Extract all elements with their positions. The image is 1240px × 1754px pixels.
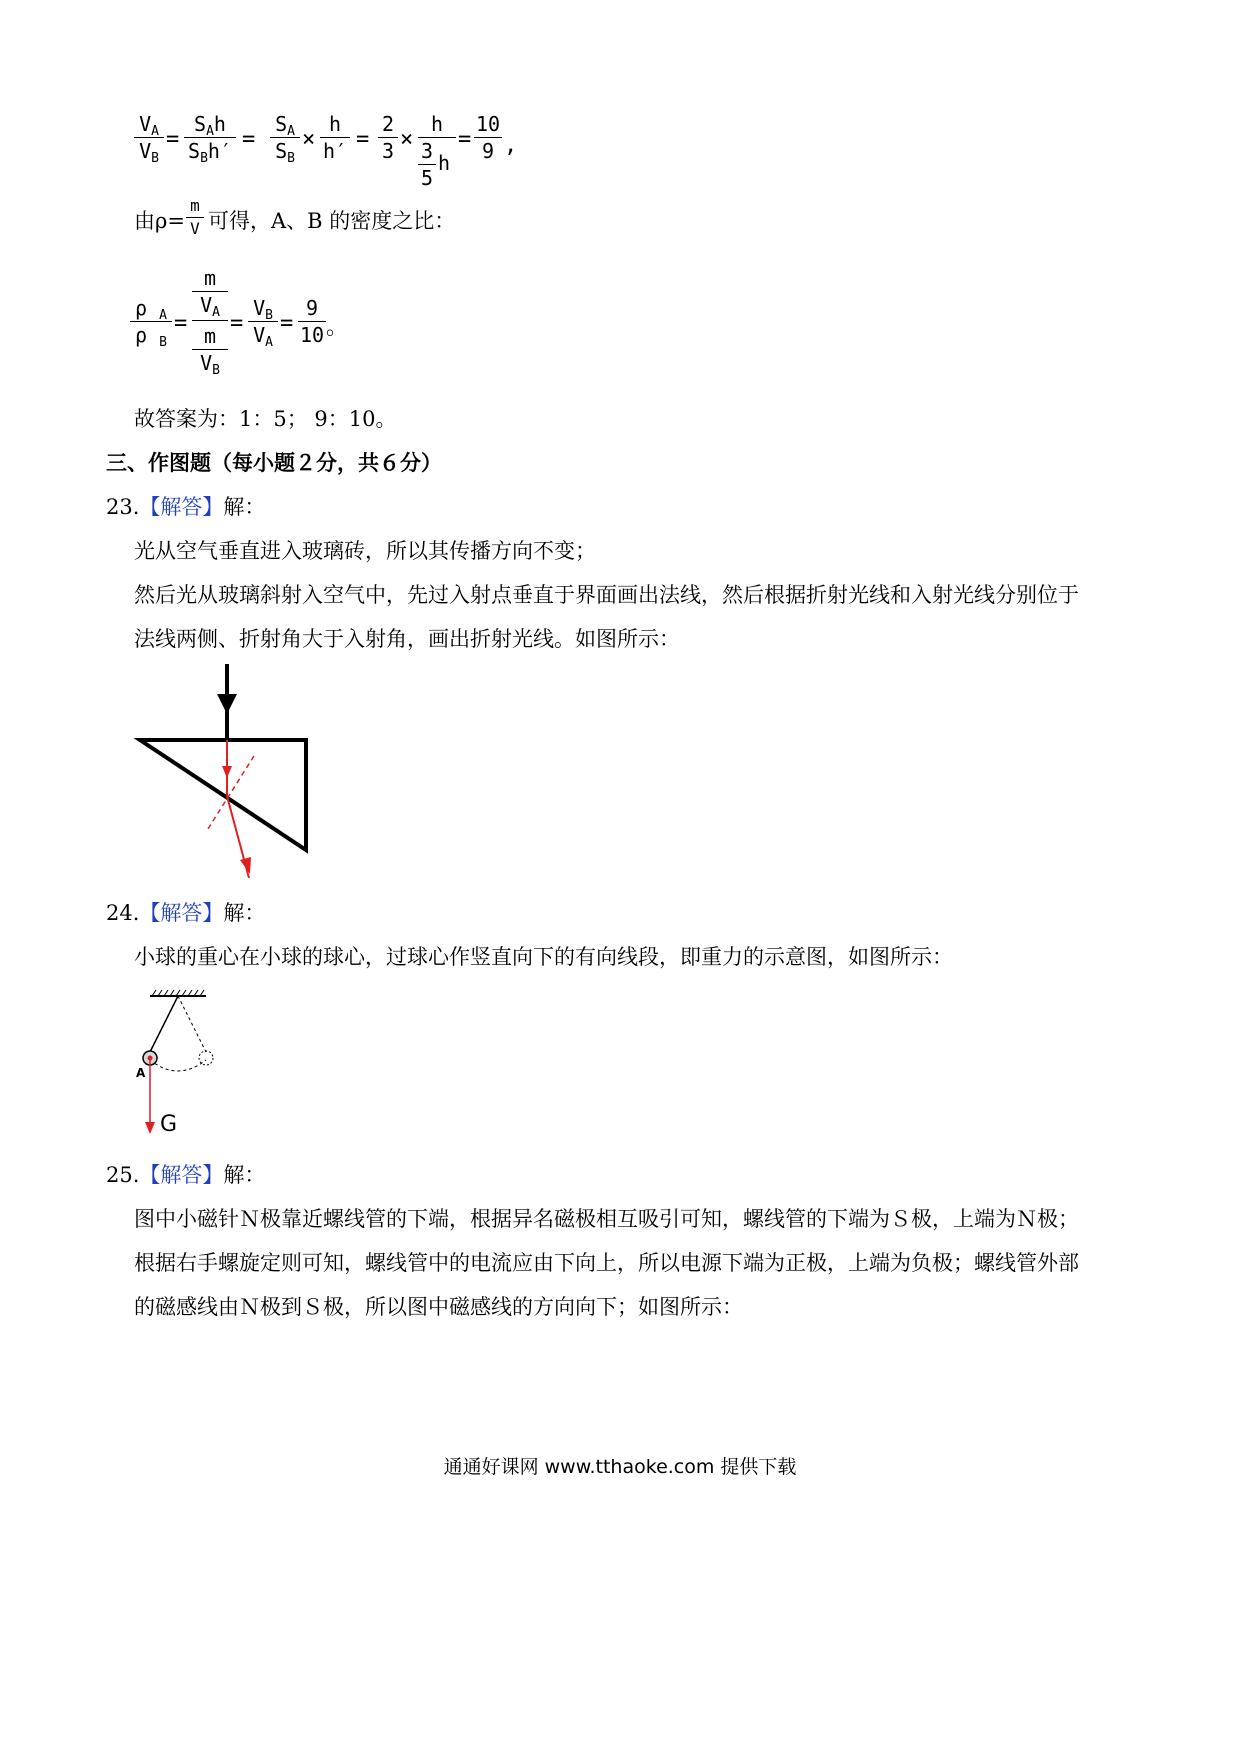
eq-text: ρ (135, 296, 148, 320)
eq-text: V (253, 323, 266, 347)
equals-sign: = (230, 311, 244, 336)
q24-header (106, 898, 265, 928)
eq-text: V (190, 219, 200, 238)
eq-text: 9 (481, 139, 495, 163)
density-prefix: 由ρ= (134, 209, 185, 233)
fraction-h-hprime (320, 112, 350, 163)
eq-text: 3 (420, 139, 434, 163)
pendulum-string (150, 996, 178, 1052)
equals-sign: = (174, 311, 188, 336)
fraction-3-5 (418, 139, 436, 190)
equals-sign: = (242, 127, 256, 152)
eq-text: V (139, 112, 152, 136)
question-number: 24. (106, 901, 140, 925)
fraction-m-va (192, 266, 228, 320)
jie-label: 解： (223, 495, 266, 519)
fraction-va-vb (134, 112, 164, 166)
q25-line-1: 图中小磁针Ｎ极靠近螺线管的下端，根据异名磁极相互吸引可知，螺线管的下端为Ｓ极，上端为Ｎ极； (134, 1207, 1079, 1231)
eq-text: m (203, 324, 217, 348)
eq-text: h (430, 112, 444, 136)
ball-ghost (199, 1051, 213, 1065)
eq-sub: A (151, 124, 159, 139)
page-footer: 通通好课网 www.tthaoke.com 提供下载 (443, 1456, 797, 1478)
fraction-vb-va (248, 296, 278, 350)
ball-label-a: A (136, 1066, 146, 1080)
jie-label: 解： (223, 901, 266, 925)
q25-line-2: 根据右手螺旋定则可知，螺线管中的电流应由下向上，所以电源下端为正极，上端为负极；螺线管外部 (134, 1251, 1079, 1275)
eq-text: h′ (322, 139, 348, 163)
eq-text: S (275, 112, 288, 136)
fraction-10-9 (474, 112, 502, 163)
times-sign: × (302, 127, 316, 152)
eq-text: V (200, 351, 213, 375)
eq-text: S (194, 112, 207, 136)
eq-text: 9 (305, 296, 319, 320)
eq-text: h′ (207, 139, 232, 163)
fraction-sa-sb (270, 112, 300, 166)
glass-prism (140, 740, 306, 850)
pendulum-diagram (134, 986, 244, 1146)
eq-text: 2 (381, 112, 395, 136)
eq-text: ρ (135, 323, 148, 347)
jie-label: 解： (223, 1163, 266, 1187)
q23-header (106, 492, 265, 522)
ball-center (148, 1056, 153, 1061)
gravity-label-g: G (160, 1112, 178, 1137)
eq-sub: B (212, 363, 220, 378)
ray-in-glass-arrowhead (222, 766, 232, 778)
eq-text: 10 (299, 323, 325, 347)
eq-text: h (328, 112, 342, 136)
q25-header (106, 1160, 265, 1190)
eq-text: 10 (475, 112, 501, 136)
q23-line-3: 法线两侧、折射角大于入射角，画出折射光线。如图所示： (134, 627, 680, 651)
eq-sub: A (212, 305, 220, 320)
eq-text: m (203, 266, 217, 290)
eq-text: V (139, 139, 152, 163)
eq-sub: B (265, 308, 273, 323)
eq-text: 3 (381, 139, 395, 163)
answer-tag: 【解答】 (139, 1163, 224, 1187)
answer-line: 故答案为：1：5； 9：10。 (134, 407, 397, 431)
gravity-arrowhead (145, 1122, 155, 1134)
eq-sub: A (206, 124, 214, 139)
q23-line-1: 光从空气垂直进入玻璃砖，所以其传播方向不变； (134, 539, 596, 563)
question-number: 25. (106, 1163, 140, 1187)
eq-sub: B (287, 151, 295, 166)
comma: , (504, 133, 518, 158)
eq-text: h (438, 151, 451, 175)
eq-text: m (190, 196, 200, 215)
eq-text: S (275, 139, 288, 163)
times-sign: × (400, 127, 414, 152)
eq-sub: B (200, 151, 208, 166)
eq-text: S (188, 139, 201, 163)
density-suffix: 可得，A、B 的密度之比： (208, 209, 456, 233)
q25-line-3: 的磁感线由Ｎ极到Ｓ极，所以图中磁感线的方向向下；如图所示： (134, 1295, 743, 1319)
incident-arrowhead (217, 694, 237, 714)
eq-sub: B (151, 151, 159, 166)
eq-text: 5 (420, 166, 434, 190)
eq-text: h (213, 112, 226, 136)
equals-sign: = (458, 127, 472, 152)
fraction-m-vb (192, 324, 228, 378)
fraction-h-over-three-fifths-h (418, 112, 456, 190)
eq-sub: B (159, 335, 167, 350)
section-heading: 三、作图题（每小题２分，共６分） (106, 450, 442, 475)
density-formula-line (134, 206, 185, 236)
eq-sub: A (287, 124, 295, 139)
question-number: 23. (106, 495, 140, 519)
fraction-m-v (186, 196, 204, 239)
compound-fraction-m-va-over-m-vb (192, 266, 228, 378)
fraction-rho-a-rho-b (130, 296, 172, 350)
answer-tag: 【解答】 (139, 901, 224, 925)
q24-line-1: 小球的重心在小球的球心，过球心作竖直向下的有向线段，即重力的示意图，如图所示： (134, 945, 953, 969)
eq-sub: A (159, 308, 167, 323)
q23-line-2: 然后光从玻璃斜射入空气中，先过入射点垂直于界面画出法线，然后根据折射光线和入射光线分别位于 (134, 583, 1079, 607)
fraction-sah-sbh (184, 112, 236, 166)
fraction-2-3 (378, 112, 398, 163)
eq-text: V (253, 296, 266, 320)
refraction-diagram (130, 660, 330, 884)
equals-sign: = (166, 127, 180, 152)
eq-sub: A (265, 335, 273, 350)
answer-tag: 【解答】 (139, 495, 224, 519)
period: 。 (326, 315, 349, 340)
fraction-9-10 (298, 296, 326, 347)
swing-arc (150, 1060, 206, 1071)
equals-sign: = (280, 311, 294, 336)
eq-text: V (200, 293, 213, 317)
equals-sign: = (356, 127, 370, 152)
refracted-arrowhead (240, 857, 251, 874)
pendulum-string-dashed (178, 996, 206, 1052)
